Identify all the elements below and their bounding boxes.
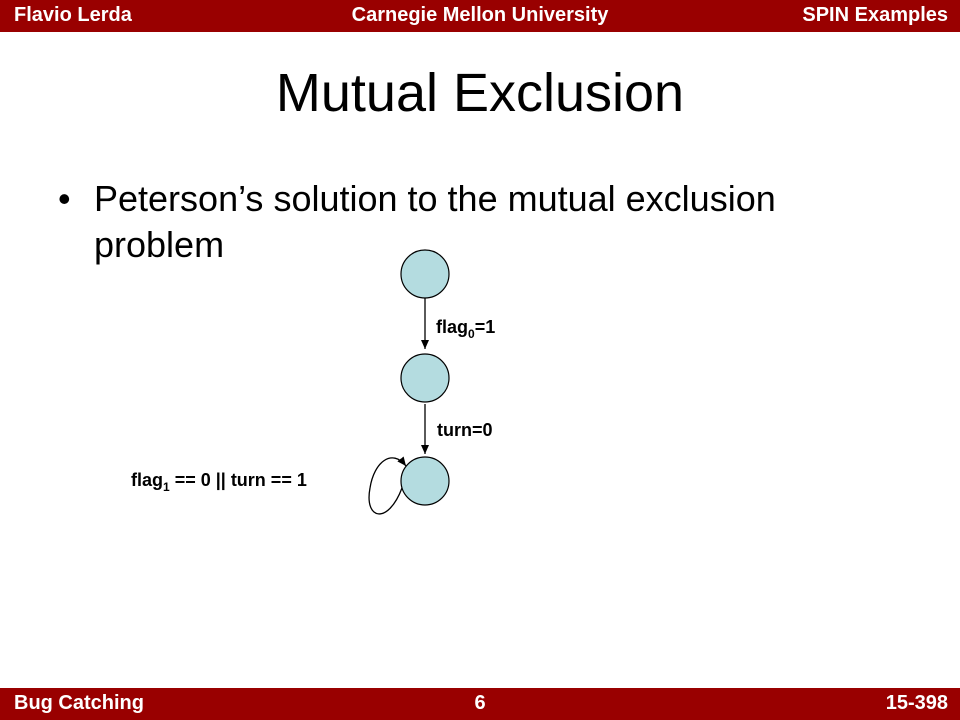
header-author: Flavio Lerda <box>14 4 132 26</box>
slide-title: Mutual Exclusion <box>275 63 685 123</box>
footer-course: Bug Catching <box>14 692 144 714</box>
edge-flag0-base: flag <box>436 317 469 337</box>
slide-number: 6 <box>474 692 486 714</box>
bullet-text: Peterson’s solution to the mutual exclusion problem <box>94 178 776 265</box>
edge-flag0-label <box>436 317 495 341</box>
self-loop-label <box>131 470 307 494</box>
header-section: SPIN Examples <box>802 4 948 26</box>
edge-turn-label: turn=0 <box>437 420 493 440</box>
self-loop-base: flag <box>131 470 164 490</box>
edge-flag0-sub: 0 <box>468 327 475 341</box>
header-institution: Carnegie Mellon University <box>351 4 609 26</box>
state-node-2 <box>401 354 449 402</box>
bullet-icon: • <box>58 178 71 219</box>
course-number: 15-398 <box>885 692 948 714</box>
state-node-1 <box>401 250 449 298</box>
edge-flag0-rest: =1 <box>474 317 496 337</box>
self-loop-rest: == 0 || turn == 1 <box>169 470 307 490</box>
state-node-3 <box>401 457 449 505</box>
self-loop-sub: 1 <box>163 480 170 494</box>
footer-bar <box>0 688 960 720</box>
self-loop-edge <box>369 458 406 514</box>
